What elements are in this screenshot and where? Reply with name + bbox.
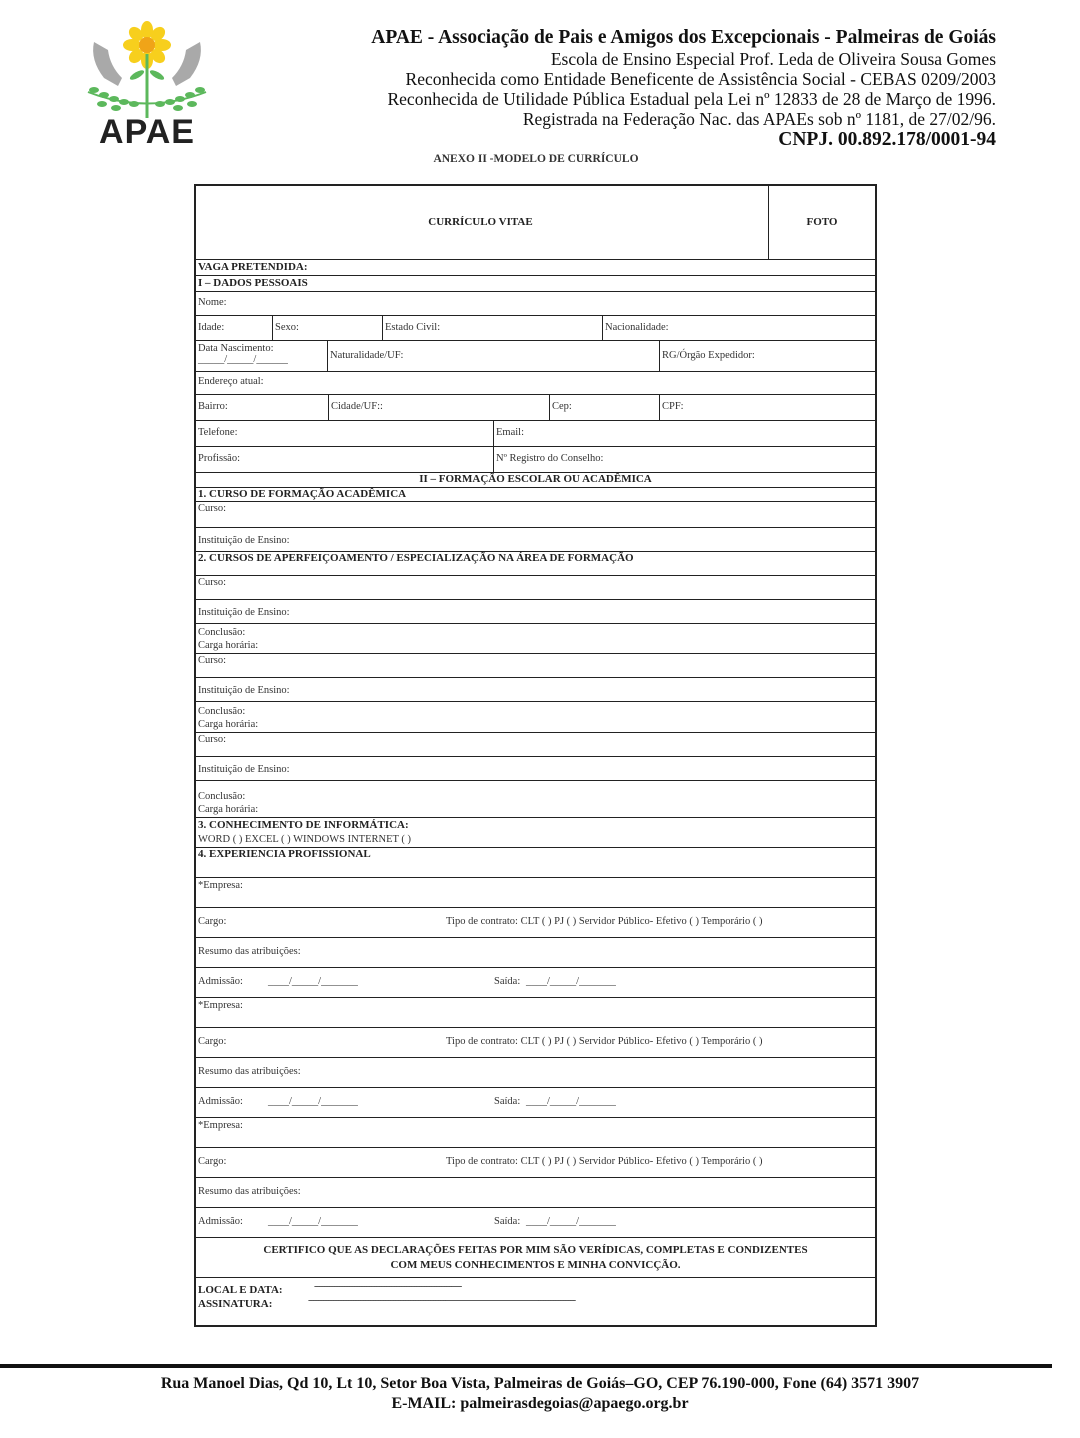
sub3-title: 3. CONHECIMENTO DE INFORMÁTICA: <box>198 819 409 831</box>
curso-field-1[interactable] <box>196 502 875 528</box>
empresa-field-1[interactable] <box>196 878 875 908</box>
conclusao-label: Conclusão: <box>198 791 246 802</box>
cargo-label: Cargo: <box>198 1036 227 1047</box>
datas-row-2[interactable] <box>196 1088 875 1118</box>
curso-label: Curso: <box>198 577 227 588</box>
sub1-title: 1. CURSO DE FORMAÇÃO ACADÊMICA <box>198 488 407 500</box>
instituicao-label: Instituição de Ensino: <box>198 764 290 775</box>
cpf-label: CPF: <box>662 401 684 412</box>
nascimento-row <box>196 341 875 372</box>
datas-row-1[interactable] <box>196 968 875 998</box>
instituicao-label: Instituição de Ensino: <box>198 535 290 546</box>
local-data-label: LOCAL E DATA: <box>198 1284 283 1296</box>
sub2-title: 2. CURSOS DE APERFEIÇOAMENTO / ESPECIALIZAÇÃO NA ÁREA DE FORMAÇÃO <box>198 552 634 564</box>
idade-label: Idade: <box>198 322 225 333</box>
cargo-row-2[interactable] <box>196 1028 875 1058</box>
resumo-label: Resumo das atribuições: <box>198 1186 301 1197</box>
school-name: Escola de Ensino Especial Prof. Leda de Oliveira Sousa Gomes <box>550 49 996 69</box>
empresa-field-3[interactable] <box>196 1118 875 1148</box>
email-field[interactable] <box>493 421 875 446</box>
subsection-aperfeicoamento <box>196 552 875 576</box>
resumo-field-1[interactable] <box>196 938 875 968</box>
carga-label: Carga horária: <box>198 640 259 651</box>
registro-label: Nº Registro do Conselho: <box>496 453 604 464</box>
certification-row <box>196 1238 875 1278</box>
rg-field[interactable] <box>659 341 875 371</box>
title-row <box>196 186 875 260</box>
admissao-label: Admissão: <box>198 1216 243 1227</box>
certification-line2: COM MEUS CONHECIMENTOS E MINHA CONVICÇÃO. <box>390 1259 681 1271</box>
naturalidade-label: Naturalidade/UF: <box>330 350 404 361</box>
empresa-label: *Empresa: <box>198 1000 243 1011</box>
empresa-label: *Empresa: <box>198 880 243 891</box>
admissao-label: Admissão: <box>198 976 243 987</box>
nome-label: Nome: <box>198 297 227 308</box>
cebas-line: Reconhecida como Entidade Beneficente de Assistência Social - CEBAS 0209/2003 <box>405 69 996 89</box>
rg-label: RG/Órgão Expedidor: <box>662 350 755 361</box>
telefone-field[interactable] <box>196 421 493 446</box>
nacionalidade-label: Nacionalidade: <box>605 322 669 333</box>
resumo-label: Resumo das atribuições: <box>198 946 301 957</box>
informatica-options[interactable]: WORD ( ) EXCEL ( ) WINDOWS INTERNET ( ) <box>198 834 411 845</box>
conclusao-carga-field-4[interactable] <box>196 781 875 818</box>
certification-line1: CERTIFICO QUE AS DECLARAÇÕES FEITAS POR MIM SÃO VERÍDICAS, COMPLETAS E CONDIZENTES <box>263 1244 808 1256</box>
saida-label: Saída: <box>494 1096 521 1107</box>
informatica-row <box>196 818 875 848</box>
nome-field[interactable] <box>196 292 875 316</box>
idade-row <box>196 316 875 341</box>
vaga-row[interactable] <box>196 260 875 276</box>
subsection-experiencia <box>196 848 875 878</box>
section1-title: I – DADOS PESSOAIS <box>198 277 308 289</box>
curso-field-2[interactable] <box>196 576 875 600</box>
subsection-formacao-academica <box>196 488 875 502</box>
admissao-label: Admissão: <box>198 1096 243 1107</box>
profissao-field[interactable] <box>196 447 493 472</box>
idade-field[interactable] <box>196 316 272 340</box>
curriculum-form <box>194 184 877 1327</box>
profissao-label: Profissão: <box>198 453 240 464</box>
endereco-label: Endereço atual: <box>198 376 264 387</box>
admissao-blank: ____/_____/_______ <box>268 1216 358 1227</box>
vaga-label: VAGA PRETENDIDA: <box>198 261 308 273</box>
estado-civil-field[interactable] <box>382 316 602 340</box>
saida-label: Saída: <box>494 1216 521 1227</box>
utility-line: Reconhecida de Utilidade Pública Estadual pela Lei nº 12833 de 28 de Março de 1996. <box>387 89 996 109</box>
datas-row-3[interactable] <box>196 1208 875 1238</box>
cep-field[interactable] <box>549 395 659 420</box>
saida-blank: ____/_____/_______ <box>526 1096 616 1107</box>
instituicao-label: Instituição de Ensino: <box>198 607 290 618</box>
estado-civil-label: Estado Civil: <box>385 322 441 333</box>
photo-box[interactable] <box>768 186 875 259</box>
bairro-label: Bairro: <box>198 401 228 412</box>
curso-label: Curso: <box>198 734 227 745</box>
instituicao-label: Instituição de Ensino: <box>198 685 290 696</box>
email-label: Email: <box>496 427 524 438</box>
telefone-row <box>196 421 875 447</box>
federation-line: Registrada na Federação Nac. das APAEs sob nº 1181, de 27/02/96. <box>522 109 996 129</box>
cargo-row-1[interactable] <box>196 908 875 938</box>
footer-address: Rua Manoel Dias, Qd 10, Lt 10, Setor Boa Vista, Palmeiras de Goiás–GO, CEP 76.190-000, Fone (64) 3571 3907 <box>160 1375 920 1392</box>
signature-row <box>196 1278 875 1327</box>
footer-email: E-MAIL: palmeirasdegoias@apaego.org.br <box>391 1395 689 1412</box>
section-formacao <box>196 473 875 488</box>
cargo-label: Cargo: <box>198 1156 227 1167</box>
org-name: APAE - Associação de Pais e Amigos dos Excepcionais - Palmeiras de Goiás <box>371 27 996 48</box>
cnpj: CNPJ. 00.892.178/0001-94 <box>778 129 996 150</box>
cargo-row-3[interactable] <box>196 1148 875 1178</box>
local-data-field[interactable]: ----------------------------------------------------------- <box>314 1281 462 1292</box>
empresa-field-2[interactable] <box>196 998 875 1028</box>
naturalidade-field[interactable] <box>327 341 659 371</box>
tipo-contrato-options[interactable]: Tipo de contrato: CLT ( ) PJ ( ) Servidor Público- Efetivo ( ) Temporário ( ) <box>446 1156 763 1167</box>
profissao-row <box>196 447 875 473</box>
admissao-blank: ____/_____/_______ <box>268 1096 358 1107</box>
carga-label: Carga horária: <box>198 804 259 815</box>
cpf-field[interactable] <box>659 395 875 420</box>
data-nascimento-label: Data Nascimento: <box>198 343 274 354</box>
curso-field-4[interactable] <box>196 733 875 757</box>
conclusao-carga-field-2[interactable] <box>196 624 875 654</box>
saida-blank: ____/_____/_______ <box>526 1216 616 1227</box>
instituicao-field-4[interactable] <box>196 757 875 781</box>
tipo-contrato-options[interactable]: Tipo de contrato: CLT ( ) PJ ( ) Servidor Público- Efetivo ( ) Temporário ( ) <box>446 916 763 927</box>
form-title: CURRÍCULO VITAE <box>428 216 533 228</box>
curso-label: Curso: <box>198 503 227 514</box>
photo-label: FOTO <box>806 216 838 228</box>
telefone-label: Telefone: <box>198 427 238 438</box>
data-nascimento-blank: _____/_____/______ <box>198 354 288 365</box>
data-nascimento-field[interactable] <box>196 341 327 371</box>
curso-field-3[interactable] <box>196 654 875 678</box>
assinatura-field[interactable]: ----------------------------------------------------------------------------------------------------------- <box>308 1295 576 1306</box>
annex-title: ANEXO II -MODELO DE CURRÍCULO <box>433 153 639 165</box>
curso-label: Curso: <box>198 655 227 666</box>
saida-label: Saída: <box>494 976 521 987</box>
cargo-label: Cargo: <box>198 916 227 927</box>
flower-hands-icon <box>82 20 212 120</box>
admissao-blank: ____/_____/_______ <box>268 976 358 987</box>
assinatura-label: ASSINATURA: <box>198 1298 273 1310</box>
conclusao-label: Conclusão: <box>198 627 246 638</box>
footer-divider <box>0 1364 1052 1368</box>
cidade-field[interactable] <box>328 395 549 420</box>
registro-field[interactable] <box>493 447 875 472</box>
bairro-field[interactable] <box>196 395 328 420</box>
cep-label: Cep: <box>552 401 572 412</box>
resumo-field-2[interactable] <box>196 1058 875 1088</box>
section-dados-pessoais <box>196 276 875 292</box>
nacionalidade-field[interactable] <box>602 316 875 340</box>
instituicao-field-2[interactable] <box>196 600 875 624</box>
resumo-label: Resumo das atribuições: <box>198 1066 301 1077</box>
sexo-field[interactable] <box>272 316 382 340</box>
carga-label: Carga horária: <box>198 719 259 730</box>
instituicao-field-1[interactable] <box>196 528 875 552</box>
saida-blank: ____/_____/_______ <box>526 976 616 987</box>
sub4-title: 4. EXPERIENCIA PROFISSIONAL <box>198 848 371 860</box>
cidade-label: Cidade/UF:: <box>331 401 383 412</box>
endereco-field[interactable] <box>196 372 875 395</box>
empresa-label: *Empresa: <box>198 1120 243 1131</box>
resumo-field-3[interactable] <box>196 1178 875 1208</box>
logo-wordmark: APAE <box>99 113 195 151</box>
conclusao-carga-field-3[interactable] <box>196 702 875 733</box>
section2-title: II – FORMAÇÃO ESCOLAR OU ACADÊMICA <box>419 473 652 485</box>
conclusao-label: Conclusão: <box>198 706 246 717</box>
sexo-label: Sexo: <box>275 322 299 333</box>
bairro-row <box>196 395 875 421</box>
tipo-contrato-options[interactable]: Tipo de contrato: CLT ( ) PJ ( ) Servidor Público- Efetivo ( ) Temporário ( ) <box>446 1036 763 1047</box>
instituicao-field-3[interactable] <box>196 678 875 702</box>
